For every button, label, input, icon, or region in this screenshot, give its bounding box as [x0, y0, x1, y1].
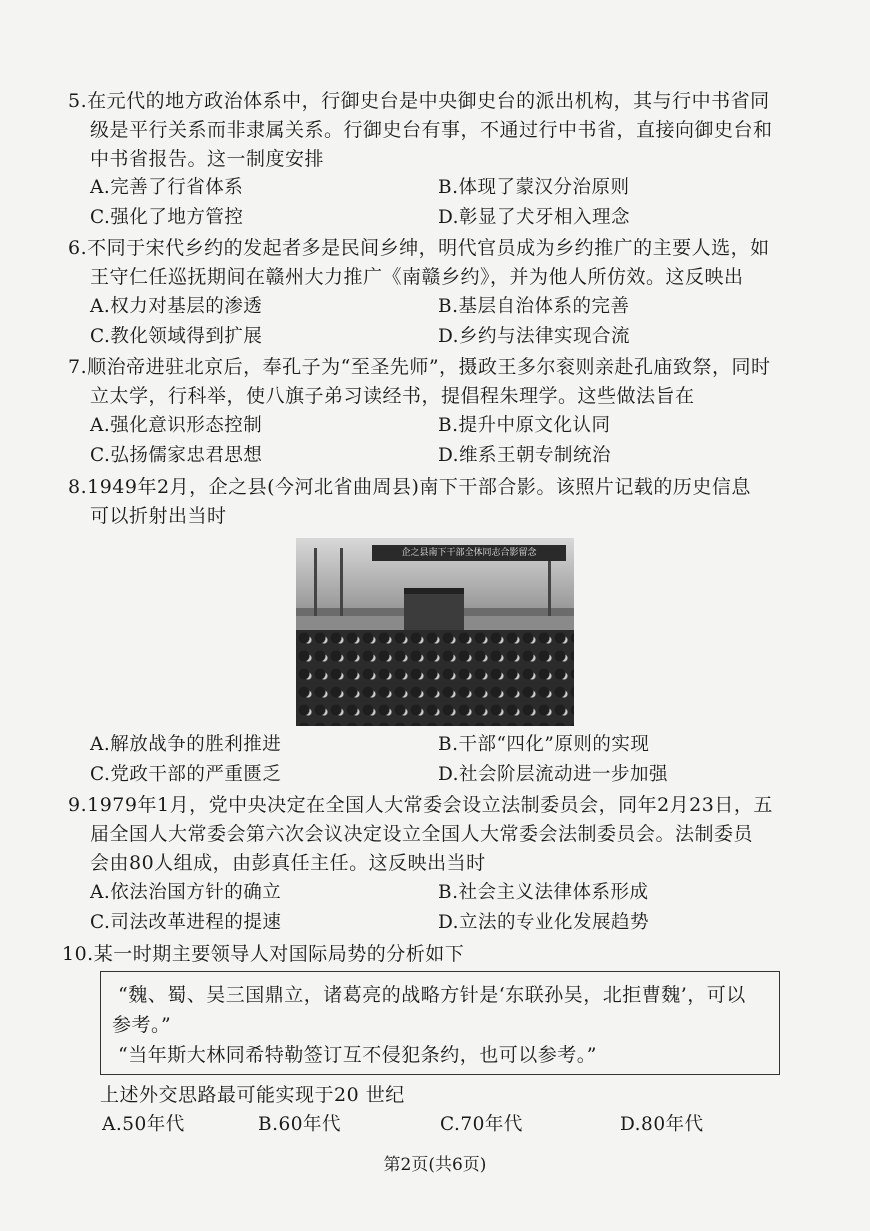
- question-10-prompt: 上述外交思路最可能实现于20 世纪: [100, 1084, 405, 1106]
- question-6-option-b: B.基层自治体系的完善: [438, 296, 630, 317]
- question-7-option-d: D.维系王朝专制统治: [438, 445, 612, 466]
- group-photo: [296, 538, 574, 726]
- question-7-stem-line-2: 立太学，行科举，使八旗子弟习读经书，提倡程朱理学。这些做法旨在: [90, 385, 695, 407]
- question-10-stem-line-1: 10.某一时期主要领导人对国际局势的分析如下: [62, 943, 465, 965]
- question-9-option-c: C.司法改革进程的提速: [90, 912, 282, 933]
- question-9-option-a: A.依法治国方针的确立: [90, 882, 282, 903]
- question-5-option-a: A.完善了行省体系: [90, 177, 244, 198]
- question-6-option-d: D.乡约与法律实现合流: [438, 326, 631, 347]
- question-7-option-a: A.强化意识形态控制: [90, 415, 263, 436]
- question-10-option-a: A.50年代: [102, 1114, 185, 1135]
- question-6-option-a: A.权力对基层的渗透: [90, 296, 263, 317]
- question-7-stem-line-1: 7.顺治帝进驻北京后，奉孔子为“至圣先师”，摄政王多尔衮则亲赴孔庙致祭，同时: [68, 356, 771, 378]
- question-5-stem-line-2: 级是平行关系而非隶属关系。行御史台有事，不通过行中书省，直接向御史台和: [90, 119, 773, 141]
- quote-line-2: 参考。”: [112, 1014, 172, 1036]
- question-8-option-b: B.干部“四化”原则的实现: [438, 734, 650, 755]
- question-8-option-a: A.解放战争的胜利推进: [90, 734, 282, 755]
- photo-caption-banner: 企之县南下干部全体同志合影留念: [372, 545, 566, 561]
- question-6-stem-line-1: 6.不同于宋代乡约的发起者多是民间乡绅，明代官员成为乡约推广的主要人选，如: [68, 237, 770, 259]
- question-5-option-b: B.体现了蒙汉分治原则: [438, 177, 630, 198]
- quote-line-3: “当年斯大林同希特勒签订互不侵犯条约，也可以参考。”: [118, 1044, 597, 1066]
- question-8-stem-line-1: 8.1949年2月，企之县(今河北省曲周县)南下干部合影。该照片记载的历史信息: [68, 476, 751, 498]
- question-10-option-b: B.60年代: [258, 1114, 342, 1135]
- question-9-stem-line-2: 届全国人大常委会第六次会议决定设立全国人大常委会法制委员会。法制委员: [90, 823, 754, 845]
- photo-crowd: [296, 630, 574, 726]
- question-8-stem-line-2: 可以折射出当时: [90, 505, 227, 527]
- question-8-option-d: D.社会阶层流动进一步加强: [438, 764, 669, 785]
- question-8-option-c: C.党政干部的严重匮乏: [90, 764, 282, 785]
- question-5-stem-line-1: 5.在元代的地方政治体系中，行御史台是中央御史台的派出机构，其与行中书省同: [68, 90, 770, 112]
- question-9-option-b: B.社会主义法律体系形成: [438, 882, 649, 903]
- question-9-option-d: D.立法的专业化发展趋势: [438, 912, 650, 933]
- question-10-option-c: C.70年代: [440, 1114, 523, 1135]
- quote-line-1: “魏、蜀、吴三国鼎立，诸葛亮的战略方针是‘东联孙吴，北拒曹魏’，可以: [118, 984, 746, 1006]
- question-6-option-c: C.教化领域得到扩展: [90, 326, 263, 347]
- question-10-option-d: D.80年代: [620, 1114, 704, 1135]
- page-footer: 第2页(共6页): [383, 1155, 487, 1175]
- question-6-stem-line-2: 王守仁任巡抚期间在赣州大力推广《南赣乡约》，并为他人所仿效。这反映出: [90, 266, 744, 288]
- question-5-option-c: C.强化了地方管控: [90, 207, 244, 228]
- question-5-stem-line-3: 中书省报告。这一制度安排: [90, 148, 325, 170]
- question-9-stem-line-1: 9.1979年1月，党中央决定在全国人大常委会设立法制委员会，同年2月23日，五: [68, 794, 773, 816]
- question-7-option-c: C.弘扬儒家忠君思想: [90, 445, 263, 466]
- question-9-stem-line-3: 会由80人组成，由彭真任主任。这反映出当时: [90, 852, 486, 874]
- question-5-option-d: D.彰显了犬牙相入理念: [438, 207, 631, 228]
- question-7-option-b: B.提升中原文化认同: [438, 415, 611, 436]
